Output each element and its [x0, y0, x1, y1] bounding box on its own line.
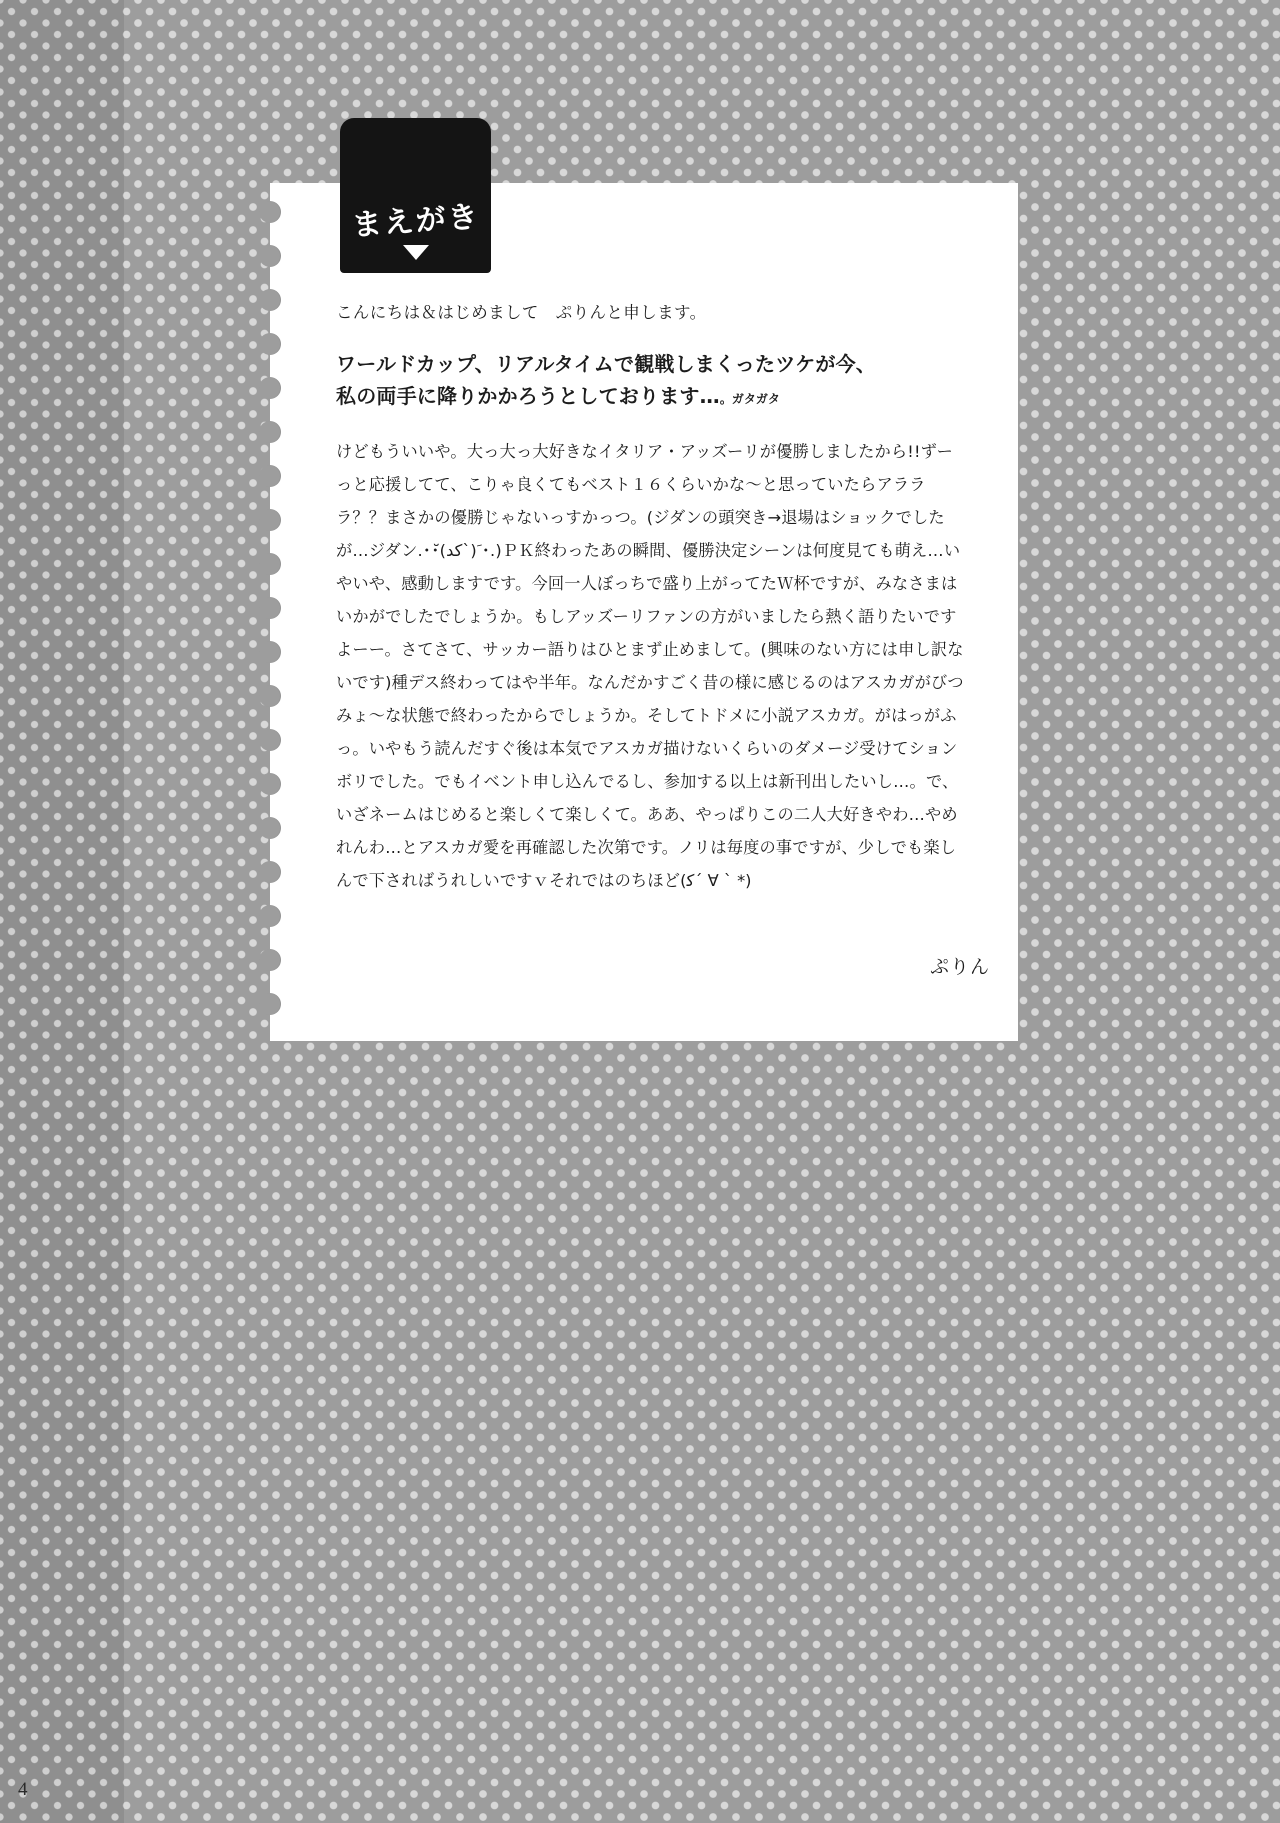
punch-hole [259, 201, 281, 223]
punch-hole [259, 993, 281, 1015]
memo-sheet [270, 183, 1018, 1041]
lead-line-1: ワールドカップ、リアルタイムで観戦しまくったツケが今、 [336, 351, 876, 376]
punch-hole [259, 289, 281, 311]
punch-hole [259, 553, 281, 575]
punch-hole [259, 641, 281, 663]
punch-hole [259, 949, 281, 971]
punch-hole [259, 729, 281, 751]
author-signature: ぷりん [929, 956, 990, 978]
lead-small-note: 。ガタガタ [719, 392, 780, 407]
punch-hole [259, 245, 281, 267]
page-gutter-shade [0, 0, 124, 1823]
punch-hole [259, 773, 281, 795]
punch-hole [259, 465, 281, 487]
section-tab [340, 118, 491, 273]
punch-hole [259, 333, 281, 355]
lead-line-2: 私の両手に降りかかろうとしております… [336, 384, 720, 409]
lead-paragraph [336, 348, 964, 413]
triangle-down-icon [403, 245, 429, 260]
punch-hole [259, 861, 281, 883]
punch-hole [259, 597, 281, 619]
afterword-text-block [336, 301, 964, 897]
punch-hole [259, 421, 281, 443]
greeting-line: こんにちは＆はじめまして ぷりんと申します。 [336, 303, 707, 322]
punch-hole [259, 509, 281, 531]
punch-hole [259, 685, 281, 707]
page-number: 4 [18, 1779, 28, 1800]
punch-hole [259, 377, 281, 399]
punch-hole [259, 817, 281, 839]
punch-hole [259, 905, 281, 927]
punch-hole-strip [270, 183, 296, 1041]
body-paragraph: けどもういいや。大っ大っ大好きなイタリア・アッズーリが優勝しましたから!!ずーっと応援してて、こりゃ良くてもベスト１６くらいかな〜と思っていたらアラララ？？まさかの優勝じゃないっすかっつ。(ジダンの頭突き→退場はショックでしたが…ジダン.･ﬞ･(ﮐﺪ`)ﹶ･.)ＰＫ終わったあの瞬間、優勝決定シーンは何度見ても萌え…いやいや、感動しますです。今回一人ぼっちで盛り上がってたＷ杯ですが、みなさまはいかがでしたでしょうか。もしアッズーリファンの方がいましたら熱く語りたいですよーー。さてさて、サッカー語りはひとまず止めまして。(興味のない方には申し訳ないです)種デス終わってはや半年。なんだかすごく昔の様に感じるのはアスカガがびつみょ〜な状態で終わったからでしょうか。そしてトドメに小説アスカガ。がはっがふっ。いやもう読んだすぐ後は本気でアスカガ描けないくらいのダメージ受けてションボリでした。でもイベント申し込んでるし、参加する以上は新刊出したいし…。で、いざネームはじめると楽しくて楽しくて。ああ、やっぱりこの二人大好きやわ…やめれんわ…とアスカガ愛を再確認した次第です。ノリは毎度の事ですが、少しでも楽しんで下さればうれしいですｖそれではのちほど(ﮐ´ ∀ ` *) [336, 441, 964, 891]
section-tab-label: まえがき [350, 199, 481, 244]
